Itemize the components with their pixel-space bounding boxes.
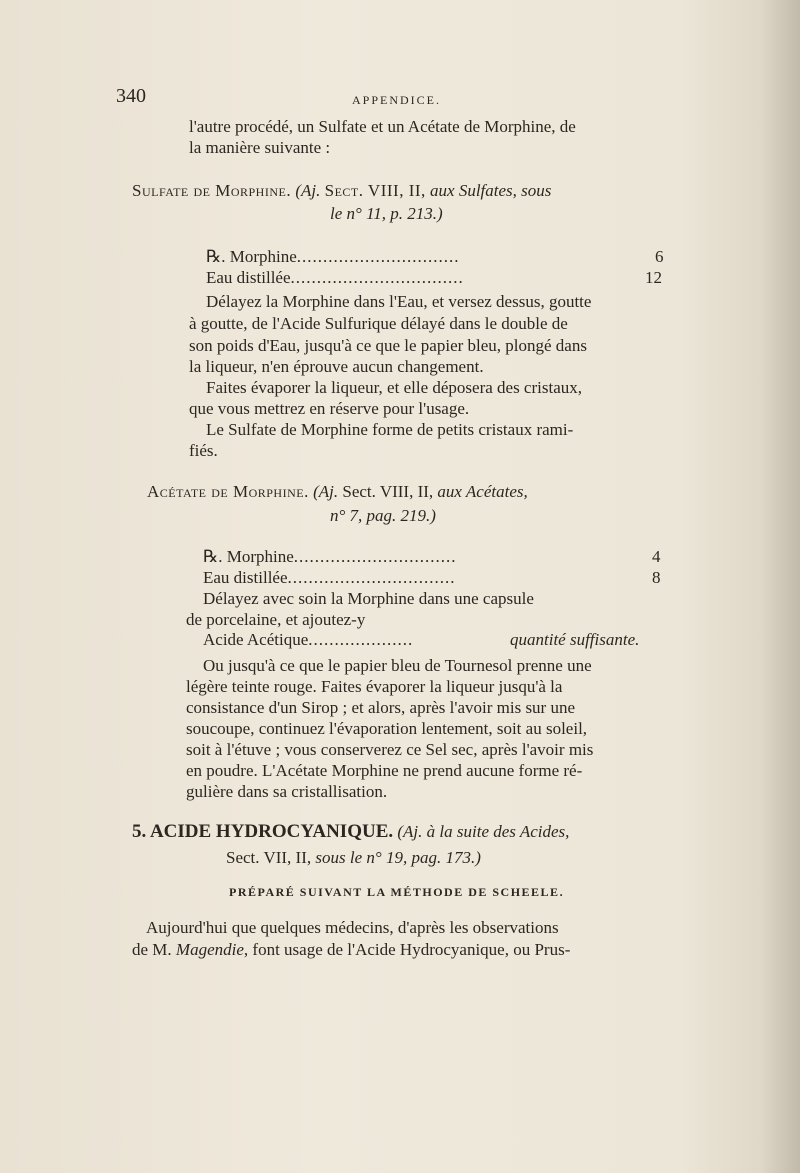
acetate-para2-line-2: légère teinte rouge. Faites évaporer la liqueur jusqu'à la [186, 677, 563, 696]
leader-dots: ............................... [293, 547, 457, 566]
sulfate-ref-line2: le n° 11, p. 213.) [330, 204, 443, 223]
sulfate-ref-b: Sect. VIII, II, [324, 181, 426, 200]
acetate-para2-line-3: consistance d'un Sirop ; et alors, après l'avoir mis sur une [186, 698, 576, 717]
section5-subheading: PRÉPARÉ SUIVANT LA MÉTHODE DE SCHEELE. [229, 885, 565, 899]
ingredient-qty: 4 [652, 547, 661, 566]
acetate-para2-line-7: gulière dans sa cristallisation. [186, 782, 388, 801]
ingredient-name: ℞. Morphine [206, 247, 297, 266]
acetate-ref-a: (Aj. [313, 482, 339, 501]
sulfate-para1-line-3: son poids d'Eau, jusqu'à ce que le papier bleu, plongé dans [189, 336, 587, 355]
sulfate-para3-line-1: Le Sulfate de Morphine forme de petits cristaux rami- [206, 420, 574, 439]
acetate-para2-line-1: Ou jusqu'à ce que le papier bleu de Tournesol prenne une [203, 656, 592, 675]
sulfate-para1-line-2: à goutte, de l'Acide Sulfurique délayé dans le double de [189, 314, 568, 333]
acetate-recipe-row-2 [203, 568, 456, 588]
ingredient-name: ℞. Morphine [203, 547, 294, 566]
leader-dots: .................... [308, 630, 414, 649]
page-edge-shadow [760, 0, 800, 1173]
sulfate-heading [132, 181, 551, 201]
acid-name: Acide Acétique [203, 630, 309, 649]
section5-ref-line2b: sous le n° 19, pag. 173.) [315, 848, 481, 867]
sulfate-title: Sulfate de Morphine. [132, 181, 292, 200]
sulfate-ref-c: aux Sulfates, sous [430, 181, 552, 200]
para-continuation: , font usage de l'Acide Hydrocyanique, ou Prus- [243, 940, 571, 959]
sulfate-para1-line-4: la liqueur, n'en éprouve aucun changement. [189, 357, 484, 376]
section5-heading [132, 822, 569, 842]
section5-ref-a: (Aj. [397, 822, 423, 841]
acetate-para2-line-5: soit à l'étuve ; vous conserverez ce Sel sec, après l'avoir mis [186, 740, 594, 759]
ingredient-name: Eau distillée [206, 268, 291, 287]
section5-ref-line2 [226, 848, 481, 868]
sulfate-para1-line-1: Délayez la Morphine dans l'Eau, et versez dessus, goutte [206, 292, 592, 311]
section5-title: 5. ACIDE HYDROCYANIQUE. [132, 821, 394, 842]
ingredient-qty: 12 [645, 268, 662, 287]
acid-qty: quantité suffisante. [510, 630, 640, 649]
ingredient-name: Eau distillée [203, 568, 288, 587]
sulfate-para2-line-1: Faites évaporer la liqueur, et elle déposera des cristaux, [206, 378, 583, 397]
section5-ref-line2a: Sect. VII, II, [226, 848, 312, 867]
sulfate-para2-line-2: que vous mettrez en réserve pour l'usage. [189, 399, 470, 418]
acid-row [203, 630, 413, 650]
mr-prefix: de M. [132, 940, 172, 959]
intro-line-1: l'autre procédé, un Sulfate et un Acétate de Morphine, de [189, 117, 576, 136]
acetate-para2-line-6: en poudre. L'Acétate Morphine ne prend aucune forme ré- [186, 761, 583, 780]
page-number: 340 [116, 85, 146, 107]
ingredient-qty: 6 [655, 247, 664, 266]
section5-para-line-1: Aujourd'hui que quelques médecins, d'après les observations [146, 918, 559, 937]
acetate-heading [147, 482, 528, 502]
acetate-ref-b: Sect. VIII, II, [342, 482, 434, 501]
sulfate-recipe-row-2 [206, 268, 464, 288]
acetate-ref-line2: n° 7, pag. 219.) [330, 506, 436, 525]
sulfate-recipe-row-1 [206, 247, 460, 267]
acetate-para2-line-4: soucoupe, continuez l'évaporation lentement, soit au soleil, [186, 719, 588, 738]
acetate-ref-c: aux Acétates, [437, 482, 528, 501]
ingredient-qty: 8 [652, 568, 661, 587]
acetate-recipe-row-1 [203, 547, 457, 567]
leader-dots: ............................... [296, 247, 460, 266]
leader-dots: ................................. [290, 268, 464, 287]
acetate-para1-line-2: de porcelaine, et ajoutez-y [186, 610, 366, 629]
running-title: APPENDICE. [352, 93, 442, 107]
acetate-title: Acétate de Morphine. [147, 482, 309, 501]
leader-dots: ................................ [287, 568, 456, 587]
sulfate-para3-line-2: fiés. [189, 441, 218, 460]
sulfate-ref-a: (Aj. [295, 181, 321, 200]
acetate-para1-line-1: Délayez avec soin la Morphine dans une capsule [203, 589, 534, 608]
author-name: Magendie [175, 940, 244, 959]
section5-para-line-2 [132, 940, 570, 960]
section5-ref-b: à la suite des Acides, [426, 822, 570, 841]
intro-line-2: la manière suivante : [189, 138, 331, 157]
